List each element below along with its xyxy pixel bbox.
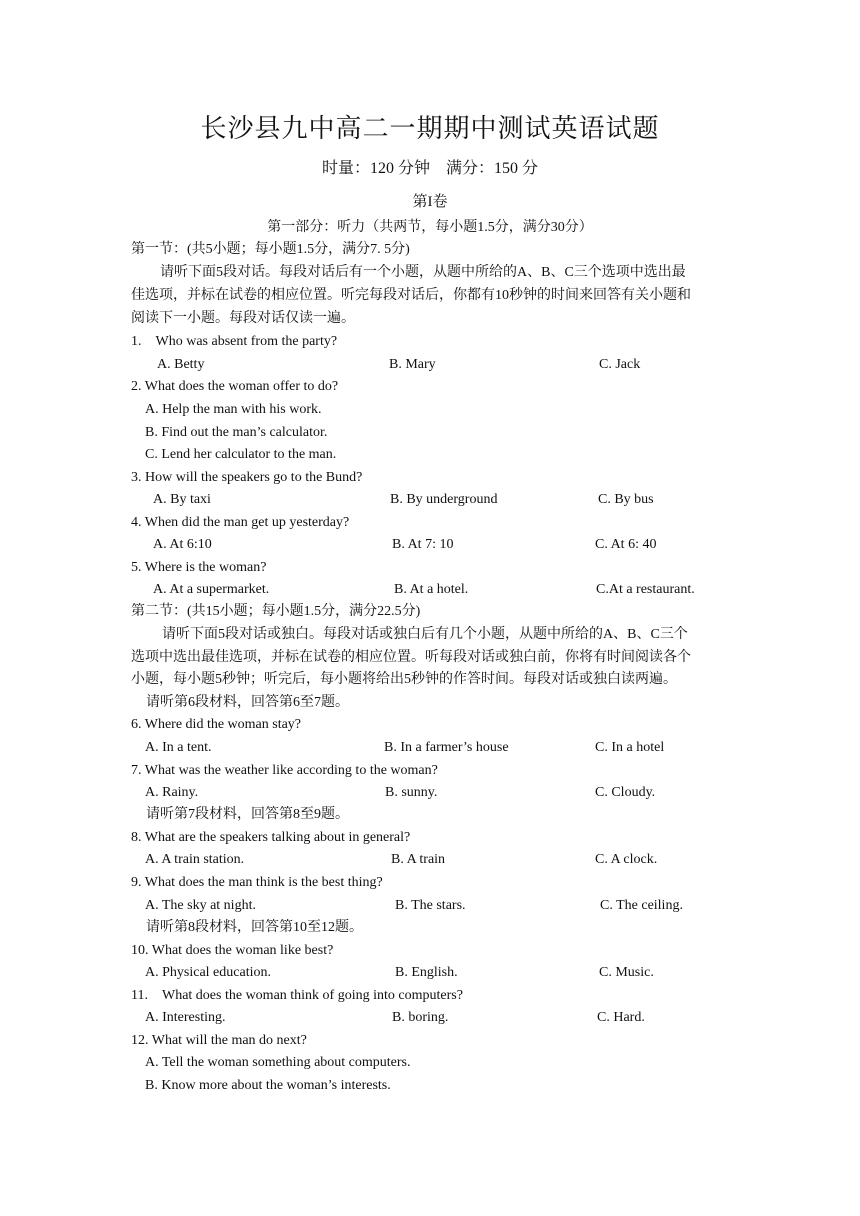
option-b: B. boring.: [392, 1010, 449, 1025]
option-c: C.At a restaurant.: [596, 582, 695, 597]
option-b: B. sunny.: [385, 785, 438, 800]
option-a: A. At 6:10: [153, 537, 212, 552]
option-c: C. At 6: 40: [595, 537, 657, 552]
section1-instruction-line: 阅读下一小题。每段对话仅读一遍。: [131, 311, 355, 326]
section1-heading: 第一节：(共5小题；每小题1.5分，满分7. 5分): [131, 242, 410, 257]
section1-instruction-line: 请听下面5段对话。每段对话后有一个小题，从题中所给的A、B、C三个选项中选出最: [160, 265, 686, 280]
question-stem: 4. When did the man get up yesterday?: [131, 515, 350, 530]
option-b: B. English.: [395, 965, 458, 980]
option-a: A. At a supermarket.: [153, 582, 270, 597]
option-b: B. At 7: 10: [392, 537, 454, 552]
option-c: C. In a hotel: [595, 740, 665, 755]
material-note: 请听第6段材料，回答第6至7题。: [146, 695, 349, 710]
page-title: 长沙县九中高二一期期中测试英语试题: [200, 114, 660, 143]
question-stem: 1. Who was absent from the party?: [131, 334, 338, 349]
volume-label: 第I卷: [412, 194, 448, 210]
option-c: C. Hard.: [597, 1010, 645, 1025]
question-stem: 6. Where did the woman stay?: [131, 717, 302, 732]
option-c: C. Music.: [599, 965, 654, 980]
question-stem: 3. How will the speakers go to the Bund?: [131, 470, 363, 485]
option-c: C. Jack: [599, 357, 641, 372]
exam-subtitle: 时量：120 分钟 满分：150 分: [321, 160, 538, 177]
question-stem: 10. What does the woman like best?: [131, 943, 334, 958]
option-b: B. Know more about the woman’s interests.: [145, 1078, 391, 1093]
option-c: C. Lend her calculator to the man.: [145, 447, 337, 462]
question-stem: 9. What does the man think is the best thing?: [131, 875, 383, 890]
section2-instruction-line: 选项中选出最佳选项，并标在试卷的相应位置。听每段对话或独白前，你将有时间阅读各个: [131, 650, 691, 665]
question-stem: 7. What was the weather like according to the woman?: [131, 763, 438, 778]
option-a: A. Physical education.: [145, 965, 271, 980]
option-b: B. At a hotel.: [394, 582, 469, 597]
section2-instruction-line: 请听下面5段对话或独白。每段对话或独白后有几个小题，从题中所给的A、B、C三个: [162, 627, 688, 642]
option-b: B. The stars.: [395, 898, 466, 913]
option-a: A. Tell the woman something about computers.: [145, 1055, 411, 1070]
material-note: 请听第7段材料，回答第8至9题。: [146, 807, 349, 822]
question-stem: 5. Where is the woman?: [131, 560, 267, 575]
option-b: B. In a farmer’s house: [384, 740, 509, 755]
question-stem: 2. What does the woman offer to do?: [131, 379, 339, 394]
section2-instruction-line: 小题，每小题5秒钟；听完后，每小题将给出5秒钟的作答时间。每段对话或独白读两遍。: [131, 672, 677, 687]
option-b: B. Mary: [389, 357, 436, 372]
question-stem: 12. What will the man do next?: [131, 1033, 307, 1048]
section2-heading: 第二节：(共15小题；每小题1.5分，满分22.5分): [131, 604, 421, 619]
option-c: C. The ceiling.: [600, 898, 683, 913]
option-a: A. Interesting.: [145, 1010, 226, 1025]
option-a: A. In a tent.: [145, 740, 212, 755]
section1-instruction-line: 佳选项，并标在试卷的相应位置。听完每段对话后，你都有10秒钟的时间来回答有关小题和: [131, 288, 691, 303]
question-stem: 11. What does the woman think of going into computers?: [131, 988, 463, 1003]
option-a: A. The sky at night.: [145, 898, 256, 913]
option-b: B. Find out the man’s calculator.: [145, 425, 328, 440]
option-b: B. By underground: [390, 492, 498, 507]
material-note: 请听第8段材料，回答第10至12题。: [146, 920, 363, 935]
question-stem: 8. What are the speakers talking about in general?: [131, 830, 411, 845]
option-a: A. Rainy.: [145, 785, 199, 800]
option-c: C. A clock.: [595, 852, 658, 867]
option-c: C. By bus: [598, 492, 654, 507]
option-c: C. Cloudy.: [595, 785, 656, 800]
part1-heading: 第一部分：听力（共两节，每小题1.5分，满分30分）: [267, 220, 593, 235]
option-b: B. A train: [391, 852, 446, 867]
option-a: A. A train station.: [145, 852, 245, 867]
option-a: A. By taxi: [153, 492, 211, 507]
option-a: A. Help the man with his work.: [145, 402, 322, 417]
option-a: A. Betty: [157, 357, 205, 372]
